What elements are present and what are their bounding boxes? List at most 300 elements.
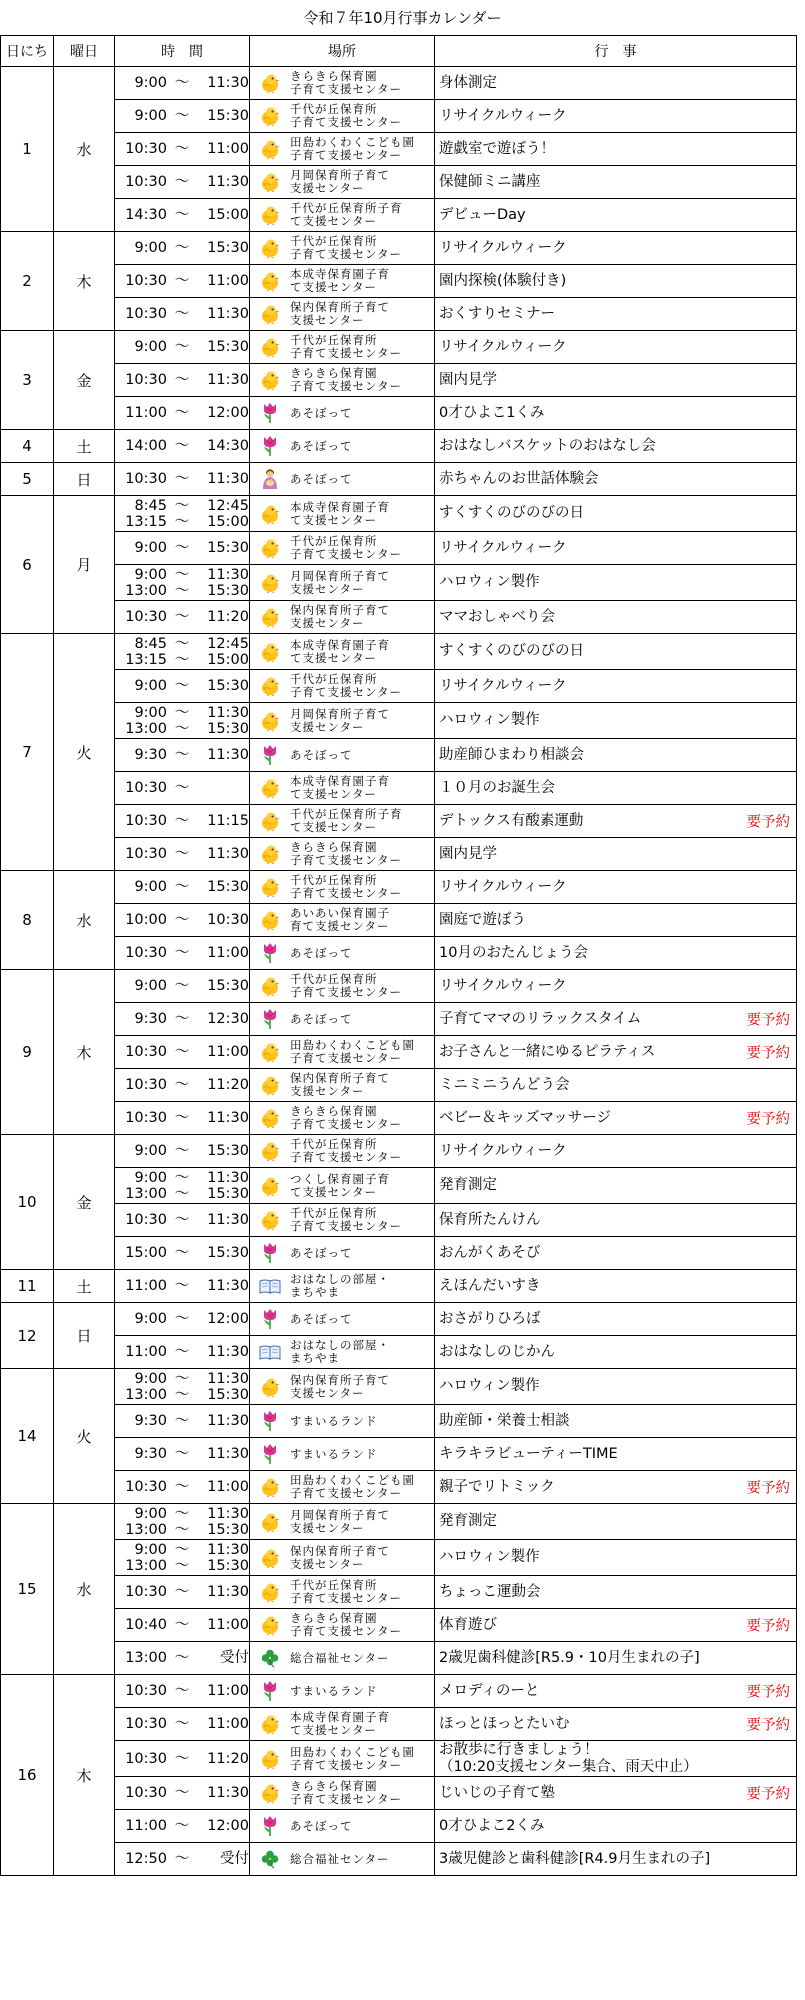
event-cell: [435, 703, 797, 739]
time-cell: [115, 970, 250, 1003]
place-name: すまいるランド: [290, 1446, 378, 1461]
table-row: [1, 1609, 797, 1642]
place-cell: [250, 1237, 435, 1270]
event-cell: [435, 133, 797, 166]
time-range: [115, 174, 249, 190]
place-content: [250, 604, 434, 630]
header-place: 場所: [250, 36, 435, 67]
table-row: [1, 331, 797, 364]
calendar-body: [1, 67, 797, 1876]
time-range: [115, 1584, 249, 1600]
time-cell: [115, 298, 250, 331]
chick-icon: [256, 1783, 284, 1803]
place-name: あそぼって: [290, 438, 353, 453]
place-name: 月岡保育所子育て 支援センター: [290, 568, 390, 596]
place-content: [250, 808, 434, 834]
reservation-required-badge: 要予約: [746, 1684, 790, 1701]
place-name: 千代が丘保育所 子育て支援センター: [290, 873, 403, 900]
time-start: 10:30: [125, 273, 167, 289]
time-cell: [115, 838, 250, 871]
time-start: 9:00: [134, 1541, 167, 1558]
time-cell: [115, 1204, 250, 1237]
event-name: ハロウィン製作: [439, 1549, 540, 1565]
place-name: 千代が丘保育所 子育て支援センター: [290, 234, 403, 261]
place-content: [250, 1105, 434, 1131]
time-cell: [115, 1237, 250, 1270]
time-separator: ～: [174, 273, 190, 289]
table-row: [1, 1270, 797, 1303]
time-start: 13:00: [125, 720, 167, 737]
time-cell: [115, 1675, 250, 1708]
time-lines: [115, 609, 249, 625]
place-name: 千代が丘保育所 子育て支援センター: [290, 1578, 403, 1605]
chick-icon: [256, 73, 284, 93]
time-start: 10:30: [125, 1212, 167, 1228]
weekday-cell: 水: [54, 1504, 115, 1675]
table-row: [1, 1471, 797, 1504]
place-name: 千代が丘保育所 子育て支援センター: [290, 333, 403, 360]
time-cell: [115, 1576, 250, 1609]
time-range: [115, 438, 249, 454]
time-end: 11:30: [207, 306, 249, 322]
header-date: 日にち: [1, 36, 54, 67]
place-content: [250, 1711, 434, 1737]
time-end: 15:30: [207, 540, 249, 556]
time-lines: [115, 1011, 249, 1027]
time-cell: [115, 904, 250, 937]
time-start: 9:00: [134, 1169, 167, 1186]
event-name: おはなしバスケットのおはなし会: [439, 437, 656, 454]
reservation-required-badge: 要予約: [746, 1012, 790, 1029]
time-line: [115, 912, 249, 928]
place-content: [250, 1648, 434, 1668]
place-cell: [250, 1405, 435, 1438]
event-cell: [435, 532, 797, 565]
time-line: [115, 978, 249, 994]
place-cell: [250, 772, 435, 805]
time-line: [115, 1479, 249, 1495]
chick-icon: [256, 976, 284, 996]
time-start: 15:00: [125, 1245, 167, 1261]
table-row: [1, 1303, 797, 1336]
time-separator: ～: [174, 1716, 190, 1732]
time-separator: ～: [174, 720, 190, 737]
place-cell: [250, 1741, 435, 1777]
table-row: [1, 430, 797, 463]
chick-icon: [256, 1548, 284, 1568]
time-separator: ～: [174, 540, 190, 556]
time-cell: [115, 805, 250, 838]
time-separator: ～: [174, 678, 190, 694]
time-cell: [115, 601, 250, 634]
place-name: あそぼって: [290, 471, 353, 486]
place-name: きらきら保育園 子育て支援センター: [290, 69, 403, 96]
chick-icon: [256, 573, 284, 593]
date-cell: 9: [1, 970, 54, 1135]
time-range: [115, 1751, 249, 1767]
place-name: 田島わくわくこども園 子育て支援センター: [290, 1744, 415, 1772]
time-cell: [115, 1003, 250, 1036]
time-end: 15:30: [207, 1185, 249, 1202]
time-range: [115, 1143, 249, 1159]
event-cell: [435, 904, 797, 937]
table-row: [1, 463, 797, 496]
place-name: 本成寺保育園子育 て支援センター: [290, 267, 390, 294]
event-cell: [435, 199, 797, 232]
time-separator: ～: [174, 108, 190, 124]
place-name: 本成寺保育園子育 て支援センター: [290, 499, 390, 527]
event-cell: [435, 1576, 797, 1609]
time-start: 9:00: [134, 879, 167, 895]
event-name: 園内探検(体験付き): [439, 272, 567, 289]
time-start: 9:00: [134, 75, 167, 91]
time-line: [115, 1558, 249, 1574]
time-end: 15:30: [207, 108, 249, 124]
time-line: [115, 514, 249, 530]
place-name: つくし保育園子育 て支援センター: [290, 1171, 390, 1199]
weekday-cell: 木: [54, 1675, 115, 1876]
place-cell: [250, 1036, 435, 1069]
place-cell: [250, 904, 435, 937]
time-line: [115, 583, 249, 599]
time-lines: [115, 1542, 249, 1574]
time-end: 11:30: [207, 75, 249, 91]
time-separator: ～: [174, 747, 190, 763]
table-row: [1, 670, 797, 703]
event-cell: [435, 1471, 797, 1504]
date-cell: 8: [1, 871, 54, 970]
time-end: 14:30: [207, 438, 249, 454]
place-cell: [250, 331, 435, 364]
place-name: 月岡保育所子育て 支援センター: [290, 706, 390, 734]
place-content: [250, 673, 434, 699]
event-cell: [435, 670, 797, 703]
place-cell: [250, 871, 435, 904]
event-cell: [435, 397, 797, 430]
place-cell: [250, 805, 435, 838]
time-line: [115, 1371, 249, 1387]
time-lines: [115, 207, 249, 223]
time-lines: [115, 912, 249, 928]
place-cell: [250, 670, 435, 703]
time-cell: [115, 1642, 250, 1675]
place-name: 千代が丘保育所 子育て支援センター: [290, 534, 403, 561]
event-cell: [435, 1369, 797, 1405]
time-range: [115, 1311, 249, 1327]
place-cell: [250, 1369, 435, 1405]
time-start: 14:00: [125, 438, 167, 454]
time-lines: [115, 471, 249, 487]
place-content: [250, 169, 434, 195]
place-content: [250, 367, 434, 393]
time-line: [115, 1716, 249, 1732]
place-content: [250, 1780, 434, 1806]
place-cell: [250, 1135, 435, 1168]
chick-icon: [256, 106, 284, 126]
chick-icon: [256, 304, 284, 324]
time-separator: ～: [174, 1818, 190, 1834]
event-name: ベビー＆キッズマッサージ: [439, 1109, 611, 1126]
table-row: [1, 1642, 797, 1675]
time-start: 12:50: [125, 1851, 167, 1867]
place-name: 千代が丘保育所 子育て支援センター: [290, 672, 403, 699]
time-start: 10:30: [125, 609, 167, 625]
event-cell: [435, 1540, 797, 1576]
time-cell: [115, 1069, 250, 1102]
time-start: 13:15: [125, 513, 167, 530]
time-line: [115, 1387, 249, 1403]
time-start: 10:30: [125, 1077, 167, 1093]
tulip-icon: [256, 1242, 284, 1264]
event-cell: [435, 871, 797, 904]
event-name: 子育てママのリラックスタイム: [439, 1010, 642, 1027]
time-end: 11:30: [207, 471, 249, 487]
time-separator: ～: [174, 1557, 190, 1574]
time-separator: ～: [174, 1110, 190, 1126]
place-content: [250, 1138, 434, 1164]
place-cell: [250, 1168, 435, 1204]
time-range: [115, 339, 249, 355]
time-line: [115, 1311, 249, 1327]
time-end: 11:30: [207, 704, 249, 721]
time-lines: [115, 1506, 249, 1538]
time-end: 11:00: [207, 273, 249, 289]
place-cell: [250, 1576, 435, 1609]
time-end: 15:30: [207, 1245, 249, 1261]
time-lines: [115, 1716, 249, 1732]
time-end: 11:30: [207, 1344, 249, 1360]
place-cell: [250, 265, 435, 298]
event-name: おんがくあそび: [439, 1244, 541, 1261]
time-cell: [115, 430, 250, 463]
time-cell: [115, 1843, 250, 1876]
time-lines: [115, 678, 249, 694]
time-range: [115, 1110, 249, 1126]
chick-icon: [256, 1042, 284, 1062]
time-cell: [115, 1471, 250, 1504]
time-cell: [115, 703, 250, 739]
event-name: 遊戯室で遊ぼう！: [439, 140, 555, 157]
table-row: [1, 1540, 797, 1576]
event-cell: [435, 496, 797, 532]
time-line: [115, 1278, 249, 1294]
time-end: 11:30: [207, 1413, 249, 1429]
place-name: きらきら保育園 子育て支援センター: [290, 1104, 403, 1131]
time-separator: ～: [174, 1521, 190, 1538]
event-name: メロディのーと: [439, 1682, 540, 1699]
event-cell: [435, 1777, 797, 1810]
table-row: [1, 1369, 797, 1405]
time-end: 15:30: [207, 1143, 249, 1159]
table-row: [1, 838, 797, 871]
event-name: おさがりひろば: [439, 1310, 541, 1327]
time-start: 9:00: [134, 566, 167, 583]
time-cell: [115, 871, 250, 904]
time-separator: ～: [174, 1505, 190, 1522]
time-cell: [115, 364, 250, 397]
place-cell: [250, 1708, 435, 1741]
time-range: [115, 75, 249, 91]
time-range: [115, 141, 249, 157]
event-name: キラキラビューティーTIME: [439, 1445, 618, 1462]
page-title: 令和７年10月行事カレンダー: [303, 9, 502, 27]
time-start: 10:30: [125, 1785, 167, 1801]
table-row: [1, 364, 797, 397]
event-cell: [435, 463, 797, 496]
time-end: 受付: [220, 1851, 249, 1867]
time-end: 15:30: [207, 1521, 249, 1538]
event-name: デビューDay: [439, 206, 526, 223]
place-name: きらきら保育園 子育て支援センター: [290, 840, 403, 867]
chick-icon: [256, 238, 284, 258]
place-content: [250, 874, 434, 900]
time-line: [115, 1413, 249, 1429]
time-separator: ～: [174, 240, 190, 256]
time-separator: ～: [174, 1541, 190, 1558]
table-row: [1, 937, 797, 970]
event-name: 身体測定: [439, 74, 497, 91]
event-name: 発育測定: [439, 1177, 497, 1193]
time-lines: [115, 780, 249, 796]
chick-icon: [256, 1377, 284, 1397]
time-separator: ～: [174, 1169, 190, 1186]
place-cell: [250, 1303, 435, 1336]
time-lines: [115, 75, 249, 91]
place-content: [250, 1173, 434, 1199]
time-start: 9:30: [134, 1413, 167, 1429]
place-content: [250, 1509, 434, 1535]
event-cell: [435, 1708, 797, 1741]
time-line: [115, 1542, 249, 1558]
place-cell: [250, 1270, 435, 1303]
time-separator: ～: [174, 1584, 190, 1600]
time-end: 11:00: [207, 1617, 249, 1633]
table-row: [1, 1069, 797, 1102]
time-end: 12:30: [207, 1011, 249, 1027]
time-separator: ～: [174, 1143, 190, 1159]
time-range: [115, 1044, 249, 1060]
time-cell: [115, 199, 250, 232]
event-cell: [435, 1843, 797, 1876]
time-start: 10:30: [125, 174, 167, 190]
date-cell: 16: [1, 1675, 54, 1876]
chick-icon: [256, 1714, 284, 1734]
time-start: 13:00: [125, 1185, 167, 1202]
time-start: 9:00: [134, 339, 167, 355]
chick-icon: [256, 1615, 284, 1635]
time-end: 11:30: [207, 566, 249, 583]
place-content: [250, 744, 434, 766]
time-start: 13:00: [125, 1521, 167, 1538]
time-end: 12:45: [207, 635, 249, 652]
place-cell: [250, 298, 435, 331]
time-range: [115, 108, 249, 124]
time-line: [115, 1617, 249, 1633]
place-name: あそぼって: [290, 1011, 353, 1026]
place-name: 総合福祉センター: [290, 1650, 390, 1665]
time-lines: [115, 1311, 249, 1327]
table-row: [1, 496, 797, 532]
time-end: 12:45: [207, 497, 249, 514]
time-lines: [115, 1371, 249, 1403]
time-range: [115, 1617, 249, 1633]
time-start: 9:00: [134, 1311, 167, 1327]
time-separator: ～: [174, 978, 190, 994]
time-start: 9:00: [134, 1143, 167, 1159]
chick-icon: [256, 1075, 284, 1095]
place-content: [250, 268, 434, 294]
place-content: [250, 70, 434, 96]
event-name: ハロウィン製作: [439, 1378, 540, 1394]
place-content: [250, 1339, 434, 1365]
time-line: [115, 438, 249, 454]
place-content: [250, 334, 434, 360]
tulip-icon: [256, 744, 284, 766]
time-range: [115, 1278, 249, 1294]
time-end: 11:20: [207, 1077, 249, 1093]
place-content: [250, 973, 434, 999]
time-separator: ～: [174, 438, 190, 454]
time-end: 12:00: [207, 405, 249, 421]
place-cell: [250, 496, 435, 532]
event-name: リサイクルウィーク: [439, 1142, 567, 1159]
table-row: [1, 1036, 797, 1069]
event-cell: [435, 1609, 797, 1642]
time-range: [115, 306, 249, 322]
place-cell: [250, 1003, 435, 1036]
time-range: [115, 405, 249, 421]
chick-icon: [256, 844, 284, 864]
place-cell: [250, 199, 435, 232]
time-separator: ～: [174, 879, 190, 895]
time-end: 10:30: [207, 912, 249, 928]
time-range: [115, 1650, 249, 1666]
table-row: [1, 166, 797, 199]
time-end: 15:30: [207, 678, 249, 694]
event-cell: [435, 1810, 797, 1843]
time-line: [115, 705, 249, 721]
date-cell: 15: [1, 1504, 54, 1675]
chick-icon: [256, 172, 284, 192]
chick-icon: [256, 205, 284, 225]
time-separator: ～: [174, 141, 190, 157]
time-line: [115, 1650, 249, 1666]
time-cell: [115, 166, 250, 199]
event-cell: [435, 1135, 797, 1168]
time-line: [115, 1785, 249, 1801]
place-cell: [250, 739, 435, 772]
time-end: 受付: [220, 1650, 249, 1666]
place-name: 田島わくわくこども園 子育て支援センター: [290, 1038, 415, 1065]
event-name: リサイクルウィーク: [439, 977, 567, 994]
time-lines: [115, 1617, 249, 1633]
chick-icon: [256, 1141, 284, 1161]
time-lines: [115, 1851, 249, 1867]
time-line: [115, 636, 249, 652]
place-content: [250, 501, 434, 527]
time-separator: ～: [174, 566, 190, 583]
place-content: [250, 570, 434, 596]
place-name: すまいるランド: [290, 1683, 378, 1698]
reservation-required-badge: 要予約: [746, 1045, 790, 1062]
table-row: [1, 1741, 797, 1777]
time-lines: [115, 540, 249, 556]
time-lines: [115, 1344, 249, 1360]
time-cell: [115, 1270, 250, 1303]
time-cell: [115, 496, 250, 532]
time-start: 10:30: [125, 306, 167, 322]
place-name: 千代が丘保育所 子育て支援センター: [290, 102, 403, 129]
